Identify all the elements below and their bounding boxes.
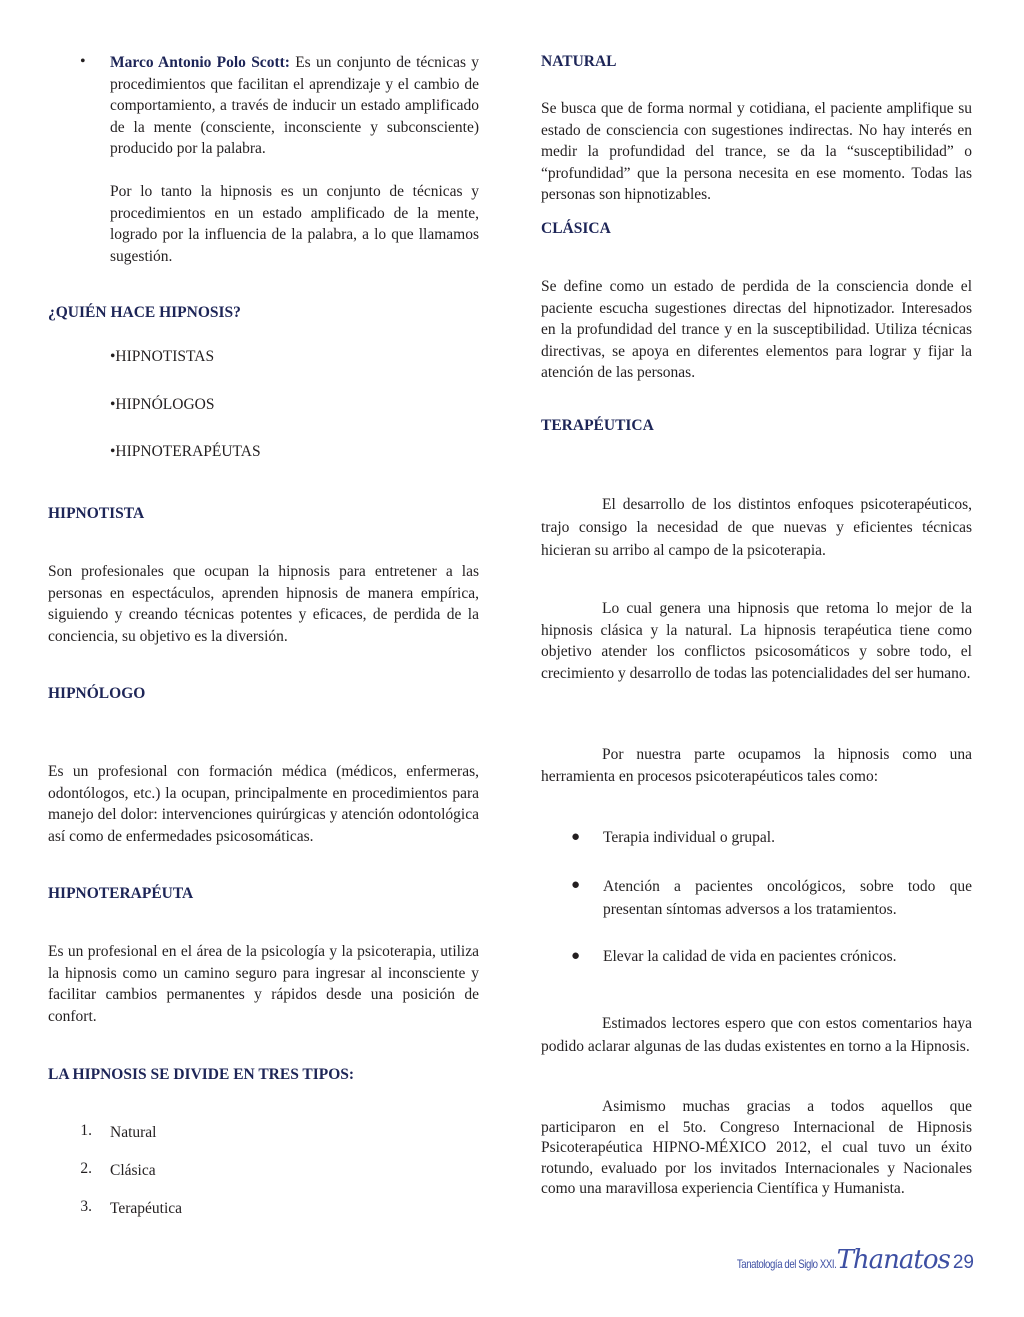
who-heading: ¿QUIÉN HACE HIPNOSIS? (48, 304, 241, 321)
thanatos-logo: Thanatos (836, 1245, 950, 1275)
clasica-heading: CLÁSICA (541, 220, 611, 237)
list-item: Terapia individual o grupal. (603, 829, 775, 846)
page-footer (712, 1245, 974, 1275)
type-label: Terapéutica (110, 1200, 183, 1217)
intro-bullet: • (80, 53, 86, 70)
hipnologo-text: Es un profesional con formación médica (médicos, enfermeras, odontólogos, etc.) la ocupan, principalmente en procedimientos para manejo del dolor: intervenciones quirúrgicas y atención odontológica así como de enfermedades psicosomáticas. (48, 763, 479, 845)
bullet-dot: ● (571, 948, 581, 964)
author-name: Marco Antonio Polo Scott: (110, 54, 290, 71)
terapeutica-paragraph-1: El desarrollo de los distintos enfoques psicoterapéuticos, trajo consigo la necesidad de que nuevas y eficientes técnicas hicieran su arribo al campo de la psicoterapia. (541, 496, 972, 559)
closing-paragraph-2: Asimismo muchas gracias a todos aquellos que participaron en el 5to. Congreso Internacional de Hipnosis Psicoterapéutica HIPNO-MÉXICO 2012, el cual tuvo un éxito rotundo, evaluado por los invitados Internacionales y Nacionales como una maravillosa experiencia Científica y Humanista. (541, 1098, 972, 1197)
intro-paragraph (110, 52, 479, 160)
type-label: Natural (110, 1124, 157, 1141)
terapeutica-paragraph-2: Lo cual genera una hipnosis que retoma lo mejor de la hipnosis clásica y la natural. La hipnosis terapéutica tiene como objetivo atender los conflictos psicosomáticos y sobre todo, el crecimiento y desarrollo de todas las potencialidades del ser humano. (541, 600, 972, 682)
type-number: 2. (80, 1160, 92, 1177)
intro-text: Es un conjunto de técnicas y procedimientos que facilitan el aprendizaje y el cambio de comportamiento, a través de inducir un estado amplificado de la mente (consciente, inconsciente y subconsciente) producido por la palabra. (110, 54, 480, 157)
bullet-dot: ● (571, 877, 581, 893)
hipnoterapeuta-text: Es un profesional en el área de la psicología y la psicoterapia, utiliza la hipnosis como un camino seguro para ingresar al inconsciente y facilitar cambios permanentes y rápidos desde una posición de confort. (48, 943, 479, 1025)
magazine-name: Tanatología del Siglo XXI. (737, 1257, 837, 1271)
terapeutica-paragraph-3: Por nuestra parte ocupamos la hipnosis como una herramienta en procesos psicoterapéuticos tales como: (541, 746, 972, 785)
hipnoterapeuta-heading: HIPNOTERAPÉUTA (48, 885, 194, 902)
hipnotista-heading: HIPNOTISTA (48, 505, 145, 522)
clasica-text: Se define como un estado de perdida de la consciencia donde el paciente escucha sugestiones directas del hipnotizador. Interesados en la profundidad del trance y en la susceptibilidad. Utiliza técnicas directivas, se apoya en diferentes elementos para lograr y fijar la atención de las personas. (541, 278, 972, 381)
natural-heading: NATURAL (541, 53, 617, 70)
list-item: Atención a pacientes oncológicos, sobre todo que presentan síntomas adversos a los tratamientos. (603, 878, 972, 918)
type-number: 1. (80, 1122, 92, 1139)
page-number: 29 (952, 1252, 974, 1273)
who-item: •HIPNÓLOGOS (110, 396, 215, 413)
type-number: 3. (80, 1198, 92, 1215)
list-item: Elevar la calidad de vida en pacientes crónicos. (603, 948, 897, 965)
closing-paragraph-1: Estimados lectores espero que con estos comentarios haya podido aclarar algunas de las dudas existentes en torno a la Hipnosis. (541, 1015, 972, 1055)
hipnotista-text: Son profesionales que ocupan la hipnosis para entretener a las personas en espectáculos, aprenden hipnosis de manera empírica, siguiendo y creando técnicas potentes y eficaces, de perdida de la conciencia, su objetivo es la diversión. (48, 563, 479, 645)
natural-text: Se busca que de forma normal y cotidiana, el paciente amplifique su estado de consciencia con sugestiones indirectas. No hay interés en medir la profundidad del trance, se da la “susceptibilidad” o “profundidad” que la persona necesita en ese momento. Todas las personas son hipnotizables. (541, 100, 972, 203)
terapeutica-heading: TERAPÉUTICA (541, 417, 654, 434)
who-item: •HIPNOTISTAS (110, 348, 215, 365)
intro-paragraph-2: Por lo tanto la hipnosis es un conjunto de técnicas y procedimientos en un estado amplificado de la mente, logrado por la influencia de la palabra, a lo que llamamos sugestión. (110, 183, 479, 265)
type-label: Clásica (110, 1162, 156, 1179)
who-item: •HIPNOTERAPÉUTAS (110, 443, 261, 460)
types-heading: LA HIPNOSIS SE DIVIDE EN TRES TIPOS: (48, 1066, 355, 1083)
bullet-dot: ● (571, 829, 581, 845)
hipnologo-heading: HIPNÓLOGO (48, 685, 146, 702)
